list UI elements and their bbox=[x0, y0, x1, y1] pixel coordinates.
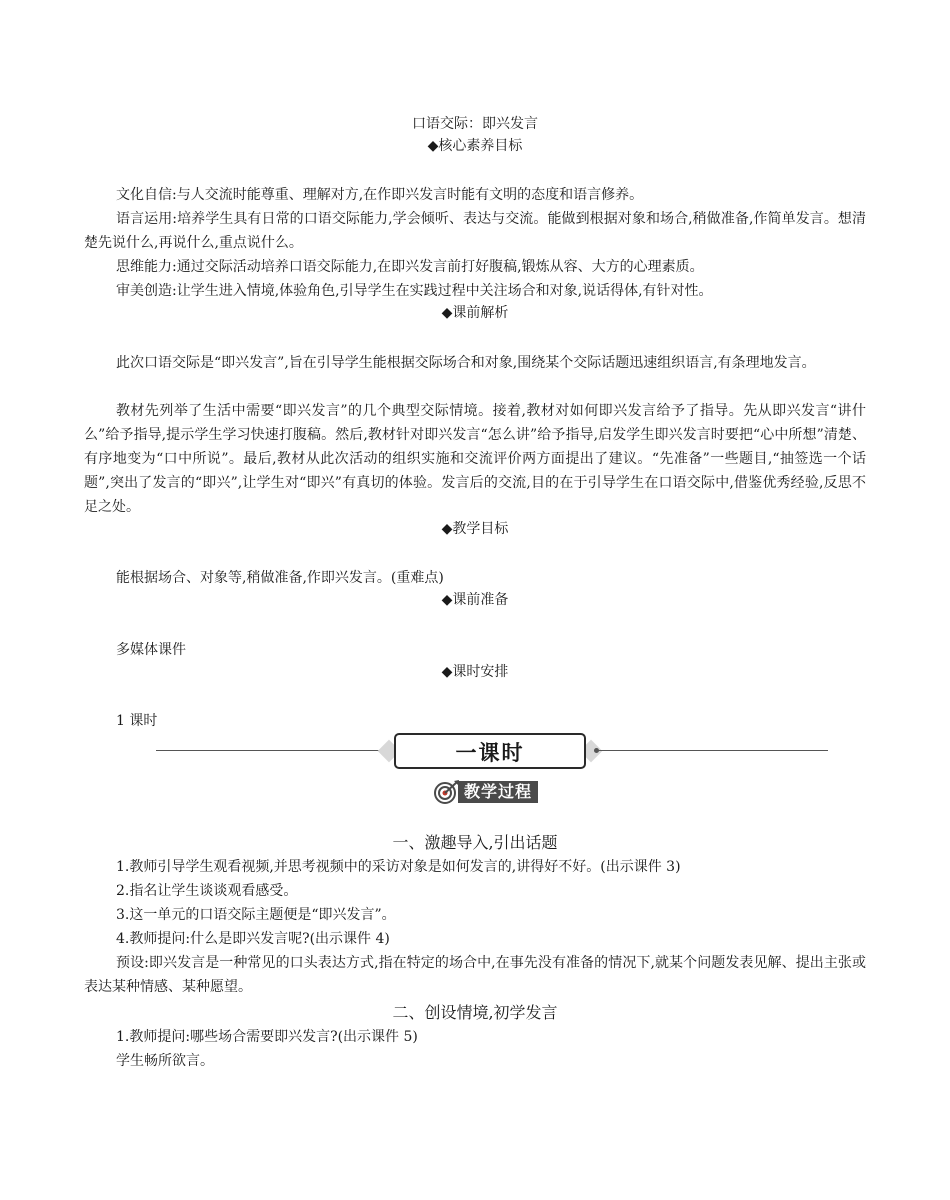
goal-text: 能根据场合、对象等,稍做准备,作即兴发言。(重难点) bbox=[116, 570, 444, 586]
section-heading-schedule: ◆课时安排 bbox=[441, 664, 509, 680]
analysis-paragraph-2: 教材先列举了生活中需要“即兴发言”的几个典型交际情境。接着,教材对如何即兴发言给予了指导。先从即兴发言“讲什么”给予指导,提示学生学习快速打腹稿。然后,教材针对即兴发言“怎么讲”给予指导,启发学生即兴发言时要把“心中所想”清楚、有序地变为“口中所说”。最后,教材从此次活动的组织实施和交流评价两方面提出了建议。“先准备”一些题目,“抽签选一个话题”,突出了发言的“即兴”,让学生对“即兴”有真切的体验。发言后的交流,目的在于引导学生在口语交际中,借鉴优秀经验,反思不足之处。 bbox=[84, 403, 866, 515]
section-heading-analysis: ◆课前解析 bbox=[441, 305, 509, 321]
part1-item-1: 1.教师引导学生观看视频,并思考视频中的采访对象是如何发言的,讲得好不好。(出示课件 3) bbox=[116, 859, 681, 875]
lesson-banner: 一课时 bbox=[394, 733, 586, 769]
schedule-text: 1 课时 bbox=[116, 713, 158, 729]
banner-rule-left bbox=[156, 750, 386, 751]
part1-item-4: 4.教师提问:什么是即兴发言呢?(出示课件 4) bbox=[116, 931, 390, 947]
document-title: 口语交际：即兴发言 bbox=[412, 116, 538, 132]
part1-heading: 一、激趣导入,引出话题 bbox=[392, 833, 558, 852]
section-heading-goal: ◆教学目标 bbox=[441, 521, 509, 537]
target-icon bbox=[432, 779, 460, 805]
banner-rule-right bbox=[598, 750, 828, 751]
core-paragraph-thinking: 思维能力:通过交际活动培养口语交际能力,在即兴发言前打好腹稿,锻炼从容、大方的心理素质。 bbox=[116, 259, 704, 275]
analysis-paragraph-1: 此次口语交际是“即兴发言”,旨在引导学生能根据交际场合和对象,围绕某个交际话题迅速组织语言,有条理地发言。 bbox=[116, 355, 816, 371]
part1-item-3: 3.这一单元的口语交际主题便是“即兴发言”。 bbox=[116, 907, 396, 923]
section-heading-core: ◆核心素养目标 bbox=[427, 138, 523, 154]
part1-item-2: 2.指名让学生谈谈观看感受。 bbox=[116, 883, 298, 899]
part2-item-2: 学生畅所欲言。 bbox=[116, 1053, 214, 1069]
core-paragraph-aesthetic: 审美创造:让学生进入情境,体验角色,引导学生在实践过程中关注场合和对象,说话得体,有针对性。 bbox=[116, 283, 713, 299]
process-badge-label: 教学过程 bbox=[458, 781, 538, 803]
part1-preset: 预设:即兴发言是一种常见的口头表达方式,指在特定的场合中,在事先没有准备的情况下,就某个问题发表见解、提出主张或表达某种情感、某种愿望。 bbox=[84, 955, 866, 995]
core-paragraph-culture: 文化自信:与人交流时能尊重、理解对方,在作即兴发言时能有文明的态度和语言修养。 bbox=[116, 187, 644, 203]
core-paragraph-language: 语言运用:培养学生具有日常的口语交际能力,学会倾听、表达与交流。能做到根据对象和场合,稍做准备,作简单发言。想清楚先说什么,再说什么,重点说什么。 bbox=[84, 211, 866, 251]
part2-heading: 二、创设情境,初学发言 bbox=[392, 1003, 558, 1022]
part2-item-1: 1.教师提问:哪些场合需要即兴发言?(出示课件 5) bbox=[116, 1029, 418, 1045]
prep-text: 多媒体课件 bbox=[116, 642, 186, 658]
section-heading-prep: ◆课前准备 bbox=[441, 592, 509, 608]
